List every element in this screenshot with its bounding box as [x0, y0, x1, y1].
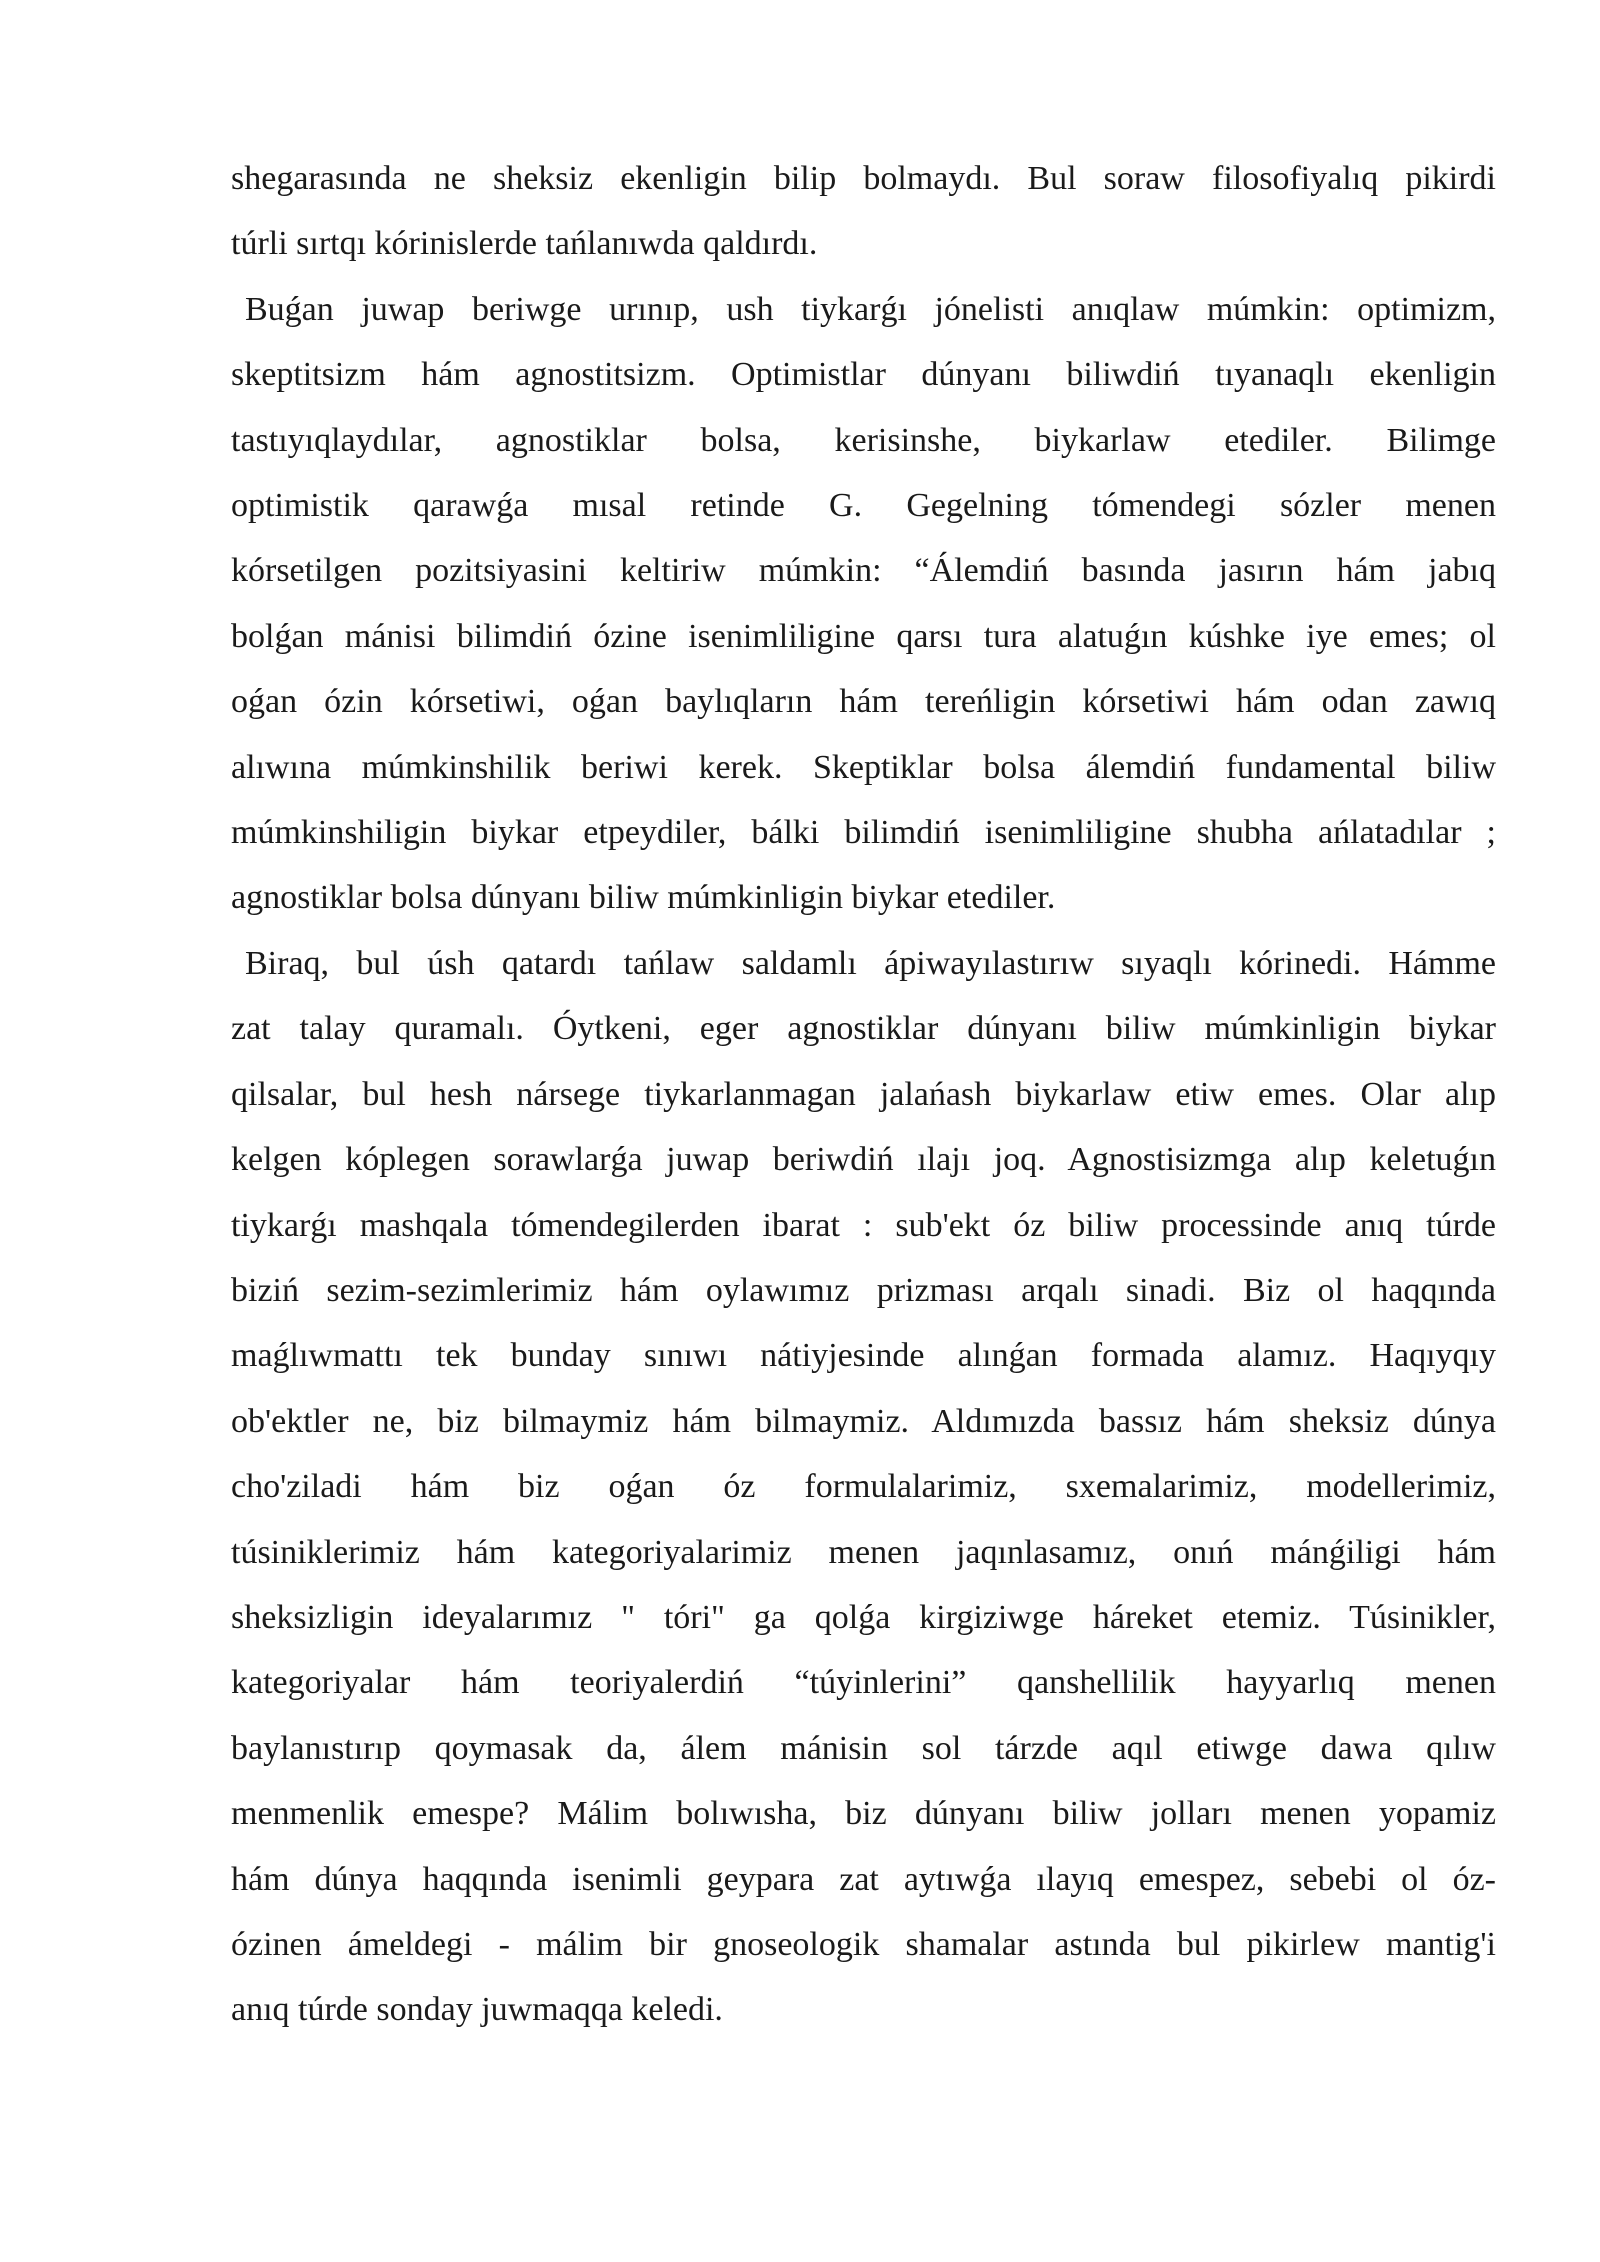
text-line: baylanıstırıp qoymasak da, álem mánisin sol tárzde aqıl etiwge dawa qılıw: [231, 1729, 1496, 1767]
text-line: sheksizligin ideyalarımız " tóri" ga qolǵa kirgiziwge háreket etemiz. Túsinikler,: [231, 1598, 1496, 1636]
paragraph-2: [231, 277, 1496, 931]
text-line: kategoriyalar hám teoriyalerdiń “túyinlerini” qanshellilik hayyarlıq menen: [231, 1664, 1496, 1702]
text-line: Buǵan juwap beriwge urınıp, ush tiykarǵı jónelisti anıqlaw múmkin: optimizm,: [245, 290, 1496, 328]
text-line: cho'ziladi hám biz oǵan óz formulalarimiz, sxemalarimiz, modellerimiz,: [231, 1468, 1496, 1506]
text-line: alıwına múmkinshilik beriwi kerek. Skeptiklar bolsa álemdiń fundamental biliw: [231, 748, 1496, 786]
text-line: oǵan ózin kórsetiwi, oǵan baylıqların hám tereńligin kórsetiwi hám odan zawıq: [231, 683, 1496, 721]
text-line: bolǵan mánisi bilimdiń ózine isenimliligine qarsı tura alatuǵın kúshke iye emes; ol: [231, 617, 1496, 655]
text-line: shegarasında ne sheksiz ekenligin bilip bolmaydı. Bul soraw filosofiyalıq pikirdi: [231, 160, 1496, 197]
text-line: skeptitsizm hám agnostitsizm. Optimistlar dúnyanı biliwdiń tıyanaqlı ekenligin: [231, 356, 1496, 394]
text-line: anıq túrde sonday juwmaqqa keledi.: [231, 1991, 723, 2029]
text-line: biziń sezim-sezimlerimiz hám oylawımız prizması arqalı sinadi. Biz ol haqqında: [231, 1271, 1496, 1309]
text-line: agnostiklar bolsa dúnyanı biliw múmkinligin biykar etediler.: [231, 879, 1056, 917]
text-line: tastıyıqlaydılar, agnostiklar bolsa, kerisinshe, biykarlaw etediler. Bilimge: [231, 421, 1496, 459]
text-line: múmkinshiligin biykar etpeydiler, bálki bilimdiń isenimliligine shubha ańlatadılar ;: [231, 814, 1496, 852]
text-line: ózinen ámeldegi - málim bir gnoseologik shamalar astında bul pikirlew mantig'i: [231, 1925, 1496, 1963]
text-line: zat talay quramalı. Óytkeni, eger agnostiklar dúnyanı biliw múmkinligin biykar: [231, 1010, 1496, 1048]
text-line: kórsetilgen pozitsiyasini keltiriw múmkin: “Álemdiń basında jasırın hám jabıq: [231, 552, 1496, 590]
text-line: qilsalar, bul hesh nársege tiykarlanmagan jalańash biykarlaw etiw emes. Olar alıp: [231, 1075, 1496, 1113]
text-line: kelgen kóplegen sorawlarǵa juwap beriwdiń ılajı joq. Agnostisizmga alıp keletuǵın: [231, 1141, 1496, 1179]
text-line: tiykarǵı mashqala tómendegilerden ibarat : sub'ekt óz biliw processinde anıq túrde: [231, 1206, 1496, 1244]
text-line: maǵlıwmattı tek bunday sınıwı nátiyjesinde alınǵan formada alamız. Haqıyqıy: [231, 1337, 1496, 1375]
text-line: menmenlik emespe? Málim bolıwısha, biz dúnyanı biliw jolları menen yopamiz: [231, 1795, 1496, 1833]
text-line: Biraq, bul úsh qatardı tańlaw saldamlı ápiwayılastırıw sıyaqlı kórinedi. Hámme: [245, 944, 1496, 982]
text-line: túrli sırtqı kórinislerde tańlanıwda qaldırdı.: [231, 225, 818, 263]
body-text: [231, 146, 1496, 2043]
text-line: hám dúnya haqqında isenimli geypara zat aytıwǵa ılayıq emespez, sebebi ol óz-: [231, 1860, 1496, 1898]
text-line: túsiniklerimiz hám kategoriyalarimiz menen jaqınlasamız, onıń mánǵiligi hám: [231, 1533, 1496, 1571]
text-line: ob'ektler ne, biz bilmaymiz hám bilmaymiz. Aldımızda bassız hám sheksiz dúnya: [231, 1402, 1496, 1440]
text-line: optimistik qarawǵa mısal retinde G. Gegelning tómendegi sózler menen: [231, 487, 1496, 525]
paragraph-1: [231, 146, 1496, 277]
paragraph-3: [231, 931, 1496, 2043]
